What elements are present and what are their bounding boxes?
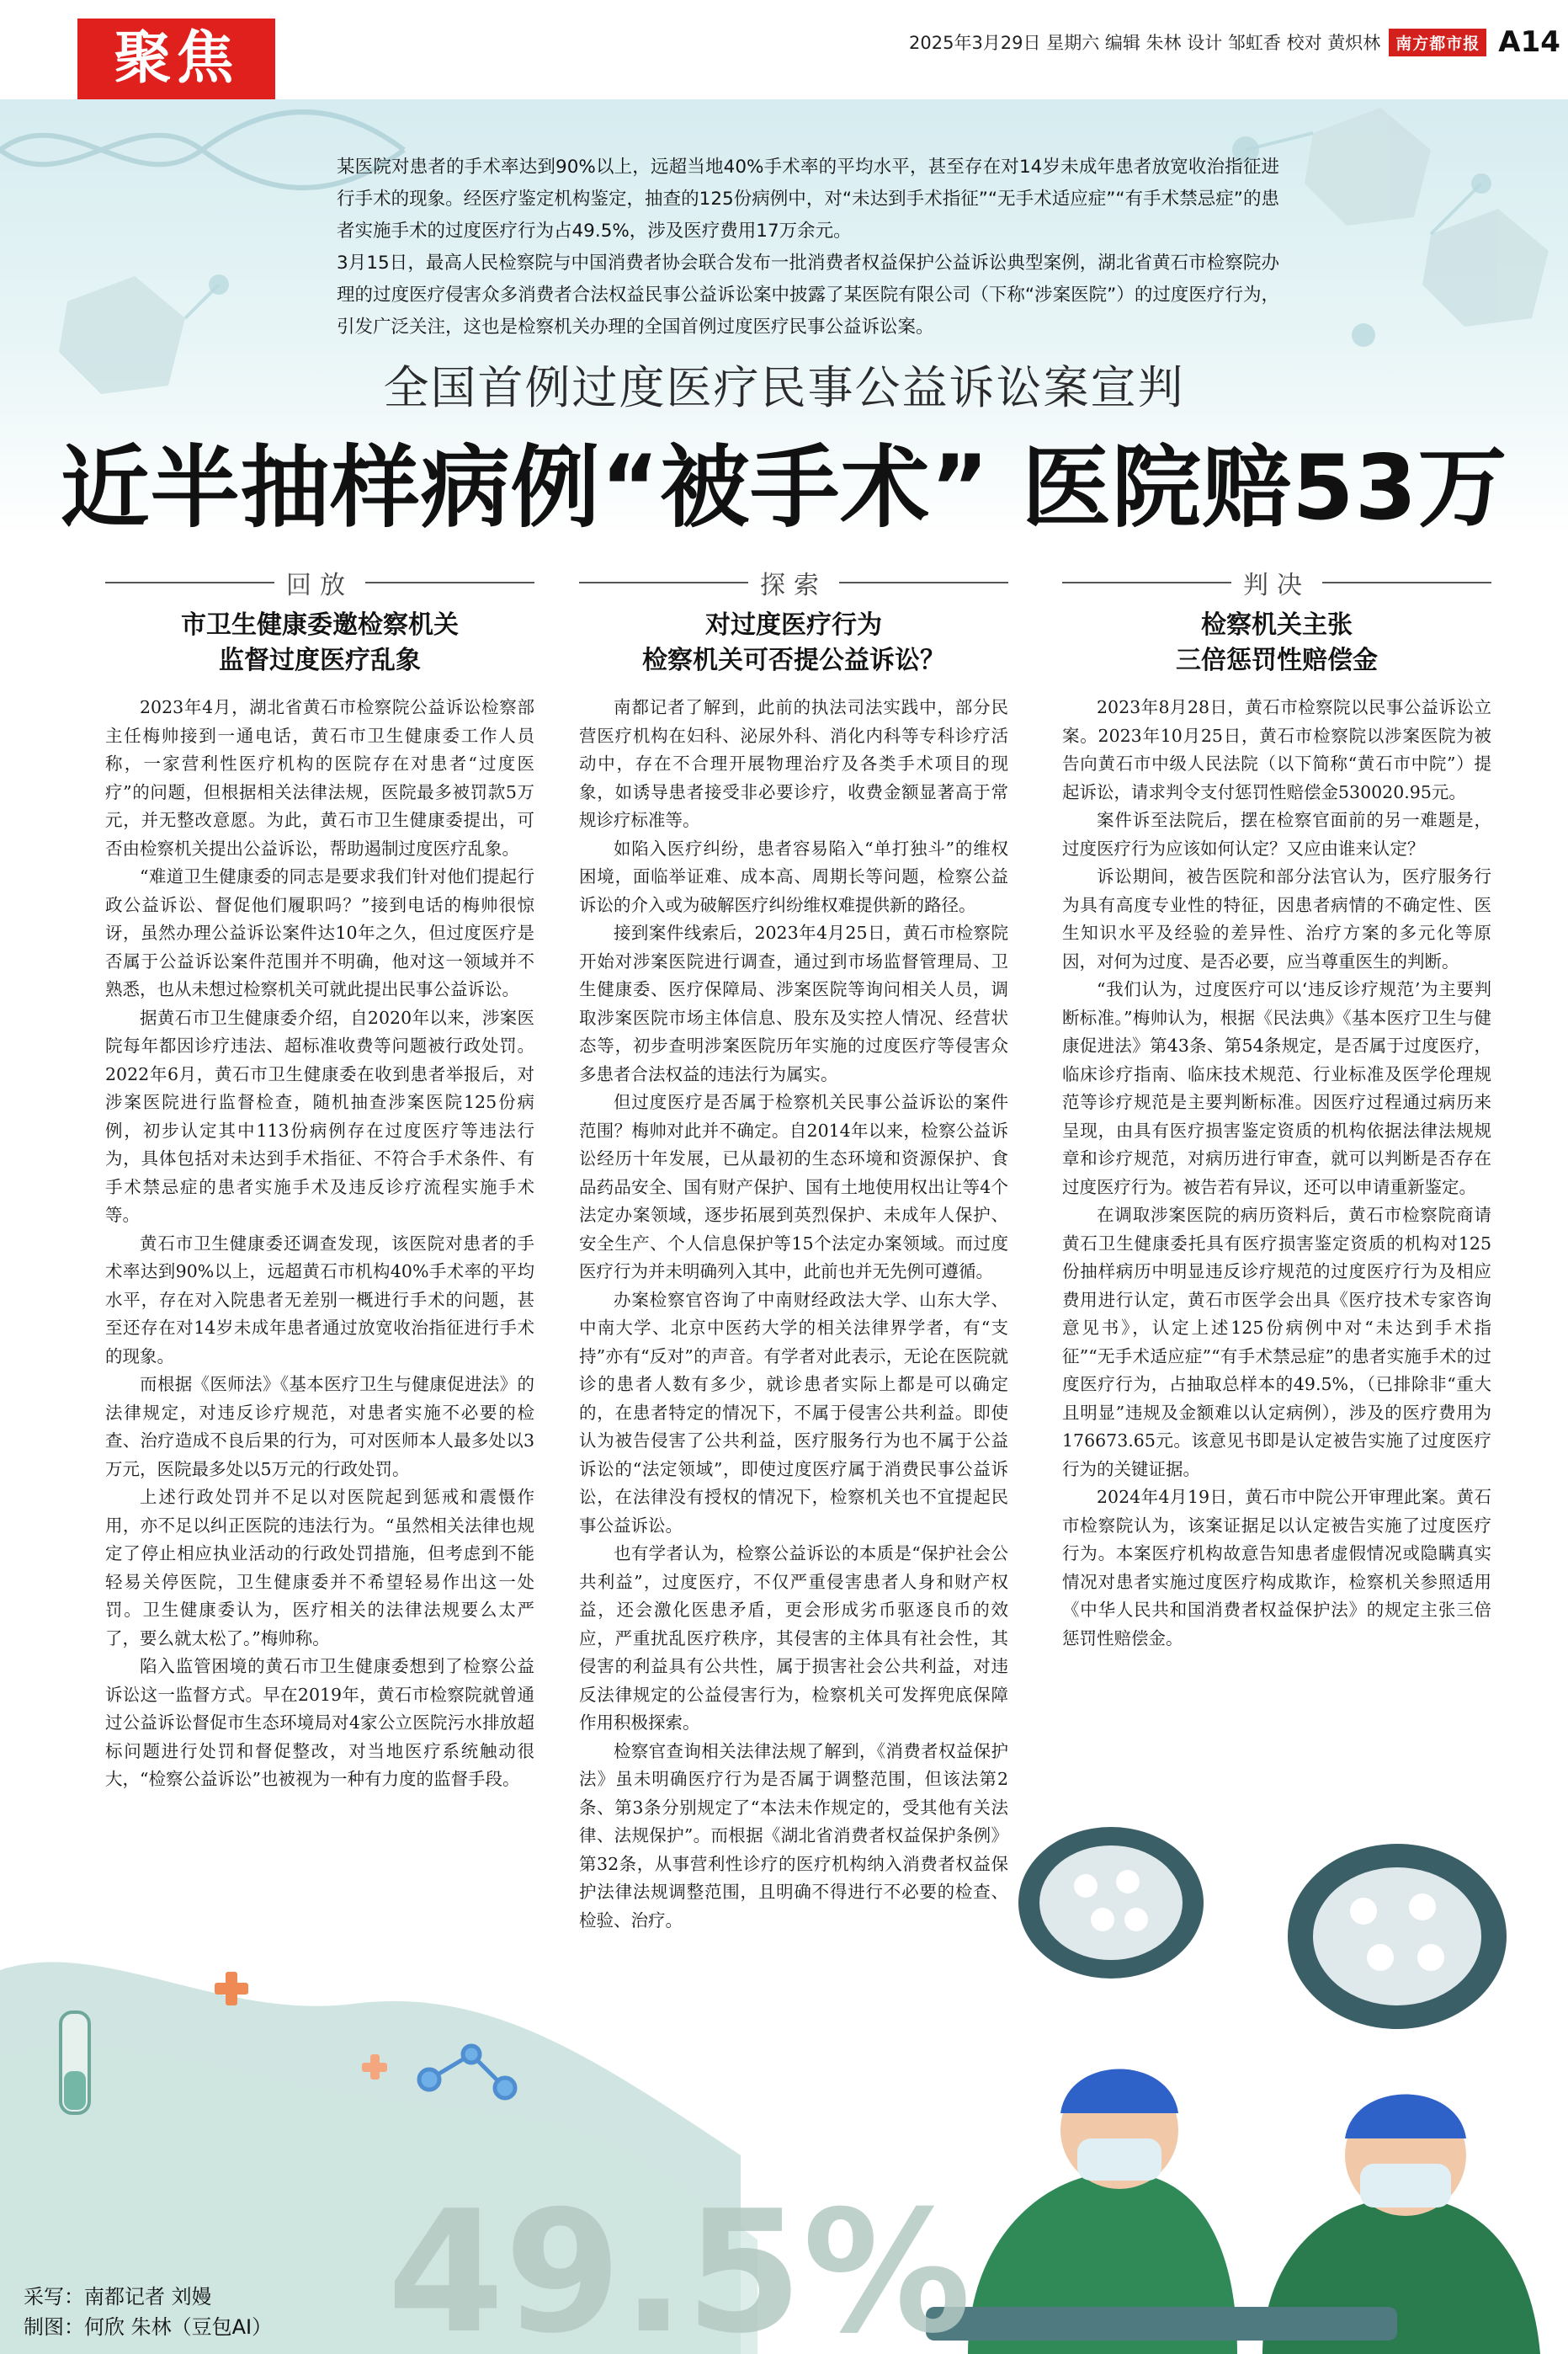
newspaper-logo: 南方都市报 <box>1389 29 1486 56</box>
intro-paragraph-1: 某医院对患者的手术率达到90%以上，远超当地40%手术率的平均水平，甚至存在对14岁未成年患者放宽收治指征进行手术的现象。经医疗鉴定机构鉴定，抽查的125份病例中，对“未达到手术指征”“无手术适应症”“有手术禁忌症”的患者实施手术的过度医疗行为占49.5%，涉及医疗费用17万余元。 <box>337 157 1279 242</box>
issue-info: 2025年3月29日 星期六 编辑 朱林 设计 邹虹香 校对 黄炽林 <box>909 33 1381 53</box>
paragraph: “难道卫生健康委的同志是要求我们针对他们提起行政公益诉讼、督促他们履职吗？”接到电话的梅帅很惊讶，虽然办理公益诉讼案件达10年之久，但过度医疗是否属于公益诉讼案件范围并不明确，他对这一领域并不熟悉，也从未想过检察机关可就此提出民事公益诉讼。 <box>105 866 534 999</box>
column-body <box>105 694 534 1794</box>
header-info-bar <box>909 25 1560 59</box>
headline: 近半抽样病例“被手术” 医院赔53万 <box>60 436 1508 540</box>
column-title-line-2: 检察机关可否提公益诉讼？ <box>642 646 945 675</box>
intro-paragraph-2: 3月15日，最高人民检察院与中国消费者协会联合发布一批消费者权益保护公益诉讼典型案例，湖北省黄石市检察院办理的过度医疗侵害众多消费者合法权益民事公益诉讼案中披露了某医院有限公司（下称“涉案医院”）的过度医疗行为，引发广泛关注，这也是检察机关办理的全国首例过度医疗民事公益诉讼案。 <box>337 253 1279 338</box>
column-body <box>1062 694 1491 1653</box>
paragraph: 诉讼期间，被告医院和部分法官认为，医疗服务行为具有高度专业性的特征，因患者病情的不确定性、医生知识水平及经验的差异性、治疗方案的多元化等原因，对何为过度、是否必要，应当尊重医生的判断。 <box>1062 866 1491 972</box>
divider <box>365 582 534 583</box>
paragraph: 案件诉至法院后，摆在检察官面前的另一难题是，过度医疗行为应该如何认定？又应由谁来认定？ <box>1062 810 1491 859</box>
paragraph: 办案检察官咨询了中南财经政法大学、山东大学、中南大学、北京中医药大学的相关法律界学者，有“支持”亦有“反对”的声音。有学者对此表示，无论在医院就诊的患者人数有多少，就诊患者实际上都是可以确定的，在患者特定的情况下，不属于侵害公共利益。即使认为被告侵害了公共利益，医疗服务行为也不属于公益诉讼的“法定领域”，即使过度医疗属于消费民事公益诉讼，在法律没有授权的情况下，检察机关也不宜提起民事公益诉讼。 <box>579 1289 1008 1536</box>
column-label <box>579 564 1008 601</box>
column-label-text: 回放 <box>286 571 353 600</box>
paragraph: 接到案件线索后，2023年4月25日，黄石市检察院开始对涉案医院进行调查，通过到市场监督管理局、卫生健康委、医疗保障局、涉案医院等询问相关人员，调取涉案医院市场主体信息、股东及实控人情况、经营状态等，初步查明涉案医院历年实施的过度医疗等侵害众多患者合法权益的违法行为属实。 <box>579 923 1008 1084</box>
page-number: A14 <box>1498 25 1560 59</box>
paragraph: 南都记者了解到，此前的执法司法实践中，部分民营医疗机构在妇科、泌尿外科、消化内科等专科诊疗活动中，存在不合理开展物理治疗及各类手术项目的现象，如诱导患者接受非必要诊疗，收费金额显著高于常规诊疗标准等。 <box>579 697 1008 830</box>
paragraph: 也有学者认为，检察公益诉讼的本质是“保护社会公共利益”，过度医疗，不仅严重侵害患者人身和财产权益，还会激化医患矛盾，更会形成劣币驱逐良币的效应，严重扰乱医疗秩序，其侵害的主体具有社会性，其侵害的利益具有公共性，属于损害社会公共利益，对违反法律规定的公益侵害行为，检察机关可发挥兜底保障作用积极探索。 <box>579 1543 1008 1733</box>
paragraph: 上述行政处罚并不足以对医院起到惩戒和震慑作用，亦不足以纠正医院的违法行为。“虽然相关法律也规定了停止相应执业活动的行政处罚措施，但考虑到不能轻易关停医院，卫生健康委并不希望轻易作出这一处罚。卫生健康委认为，医疗相关的法律法规要么太严了，要么就太松了。”梅帅称。 <box>105 1487 534 1648</box>
big-statistic: 49.5% <box>387 2175 971 2354</box>
column-label <box>105 564 534 601</box>
paragraph: 陷入监管困境的黄石市卫生健康委想到了检察公益诉讼这一监督方式。早在2019年，黄石市检察院就曾通过公益诉讼督促市生态环境局对4家公立医院污水排放超标问题进行处罚和督促整改，对当地医疗系统触动很大，“检察公益诉讼”也被视为一种有力度的监督手段。 <box>105 1656 534 1789</box>
paragraph: 黄石市卫生健康委还调查发现，该医院对患者的手术率达到90%以上，远超黄石市机构40%手术率的平均水平，存在对入院患者无差别一概进行手术的问题，甚至还存在对14岁未成年患者通过放宽收治指征进行手术的现象。 <box>105 1233 534 1366</box>
paragraph: 而根据《医师法》《基本医疗卫生与健康促进法》的法律规定，对违反诊疗规范，对患者实施不必要的检查、治疗造成不良后果的行为，可对医师本人最多处以3万元，医院最多处以5万元的行政处罚。 <box>105 1374 534 1479</box>
paragraph: 在调取涉案医院的病历资料后，黄石市检察院商请黄石卫生健康委托具有医疗损害鉴定资质的机构对125份抽样病历中明显违反诊疗规范的过度医疗行为及相应费用进行认定，黄石市医学会出具《医疗技术专家咨询意见书》，认定上述125份病例中对“未达到手术指征”“无手术适应症”“有手术禁忌症”的患者实施手术的过度医疗行为，占抽取总样本的49.5%，（已排除非“重大且明显”违规及金额难以认定病例），涉及的医疗费用为176673.65元。该意见书即是认定被告实施了过度医疗行为的关键证据。 <box>1062 1205 1491 1479</box>
surgical-lamp-icon <box>1018 1827 1204 1979</box>
subheadline: 全国首例过度医疗民事公益诉讼案宣判 <box>383 361 1185 414</box>
column-label-text: 探索 <box>760 571 827 600</box>
column-label <box>1062 564 1491 601</box>
reporter-credit: 采写：南都记者 刘嫚 <box>24 2285 212 2309</box>
column-title <box>105 608 534 679</box>
test-tube-icon <box>61 2012 89 2113</box>
operating-table <box>926 2307 1397 2341</box>
paragraph: “我们认为，过度医疗可以‘违反诊疗规范’为主要判断标准。”梅帅认为，根据《民法典》《基本医疗卫生与健康促进法》第43条、第54条规定，是否属于过度医疗，临床诊疗指南、临床技术规范、行业标准及医学伦理规范等诊疗规范是主要判断标准。因医疗过程通过病历来呈现，由具有医疗损害鉴定资质的机构依据法律法规规章和诊疗规范，对病历进行审查，就可以判断是否存在过度医疗行为。被告若有异议，还可以申请重新鉴定。 <box>1062 979 1491 1197</box>
paragraph: 据黄石市卫生健康委介绍，自2020年以来，涉案医院每年都因诊疗违法、超标准收费等问题被行政处罚。2022年6月，黄石市卫生健康委在收到患者举报后，对涉案医院进行监督检查，随机抽查涉案医院125份病例，初步认定其中113份病例存在过度医疗等违法行为，具体包括对未达到手术指征、不符合手术条件、有手术禁忌症的患者实施手术及违反诊疗流程实施手术等。 <box>105 1007 534 1225</box>
column-title-line-1: 检察机关主张 <box>1201 610 1353 640</box>
intro-summary <box>337 152 1279 344</box>
column-verdict <box>1062 564 1491 1653</box>
section-tag: 聚焦 <box>77 19 275 99</box>
paragraph: 2023年4月，湖北省黄石市检察院公益诉讼检察部主任梅帅接到一通电话，黄石市卫生健康委工作人员称，一家营利性医疗机构的医院存在对患者“过度医疗”的问题，但根据相关法律法规，医院最多被罚款5万元，并无整改意愿。为此，黄石市卫生健康委提出，可否由检察机关提出公益诉讼，帮助遏制过度医疗乱象。 <box>105 697 534 859</box>
paragraph: 检察官查询相关法律法规了解到，《消费者权益保护法》虽未明确医疗行为是否属于调整范围，但该法第2条、第3条分别规定了“本法未作规定的，受其他有关法律、法规保护”。而根据《湖北省消费者权益保护条例》第32条，从事营利性诊疗的医疗机构纳入消费者权益保护法律法规调整范围，且明确不得进行不必要的检查、检验、治疗。 <box>579 1740 1008 1931</box>
column-explore <box>579 564 1008 1935</box>
design-credit: 制图：何欣 朱林（豆包AI） <box>24 2315 273 2339</box>
divider <box>839 582 1008 583</box>
column-title-line-2: 监督过度医疗乱象 <box>219 646 421 675</box>
divider <box>1062 582 1231 583</box>
divider <box>579 582 748 583</box>
column-title <box>1062 608 1491 679</box>
column-title-line-1: 市卫生健康委邀检察机关 <box>181 610 459 640</box>
credits <box>24 2282 272 2342</box>
paragraph: 2023年8月28日，黄石市检察院以民事公益诉讼立案。2023年10月25日，黄石市检察院以涉案医院为被告向黄石市中级人民法院（以下简称“黄石市中院”）提起诉讼，请求判令支付惩罚性赔偿金530020.95元。 <box>1062 697 1491 802</box>
divider <box>105 582 274 583</box>
column-title-line-1: 对过度医疗行为 <box>705 610 882 640</box>
column-label-text: 判决 <box>1243 571 1310 600</box>
divider <box>1322 582 1491 583</box>
paragraph: 2024年4月19日，黄石市中院公开审理此案。黄石市检察院认为，该案证据足以认定被告实施了过度医疗行为。本案医疗机构故意告知患者虚假情况或隐瞒真实情况对患者实施过度医疗构成欺诈，检察机关参照适用《中华人民共和国消费者权益保护法》的规定主张三倍惩罚性赔偿金。 <box>1062 1487 1491 1648</box>
column-replay <box>105 564 534 1794</box>
column-body <box>579 694 1008 1935</box>
paragraph: 如陷入医疗纠纷，患者容易陷入“单打独斗”的维权困境，面临举证难、成本高、周期长等问题，检察公益诉讼的介入或为破解医疗纠纷维权难提供新的路径。 <box>579 838 1008 915</box>
column-title-line-2: 三倍惩罚性赔偿金 <box>1176 646 1378 675</box>
paragraph: 但过度医疗是否属于检察机关民事公益诉讼的案件范围？梅帅对此并不确定。自2014年以来，检察公益诉讼经历十年发展，已从最初的生态环境和资源保护、食品药品安全、国有财产保护、国有土地使用权出让等4个法定办案领域，逐步拓展到英烈保护、未成年人保护、安全生产、个人信息保护等15个法定办案领域。而过度医疗行为并未明确列入其中，此前也并无先例可遵循。 <box>579 1092 1008 1281</box>
column-title <box>579 608 1008 679</box>
surgical-lamp-icon <box>1288 1844 1507 2029</box>
